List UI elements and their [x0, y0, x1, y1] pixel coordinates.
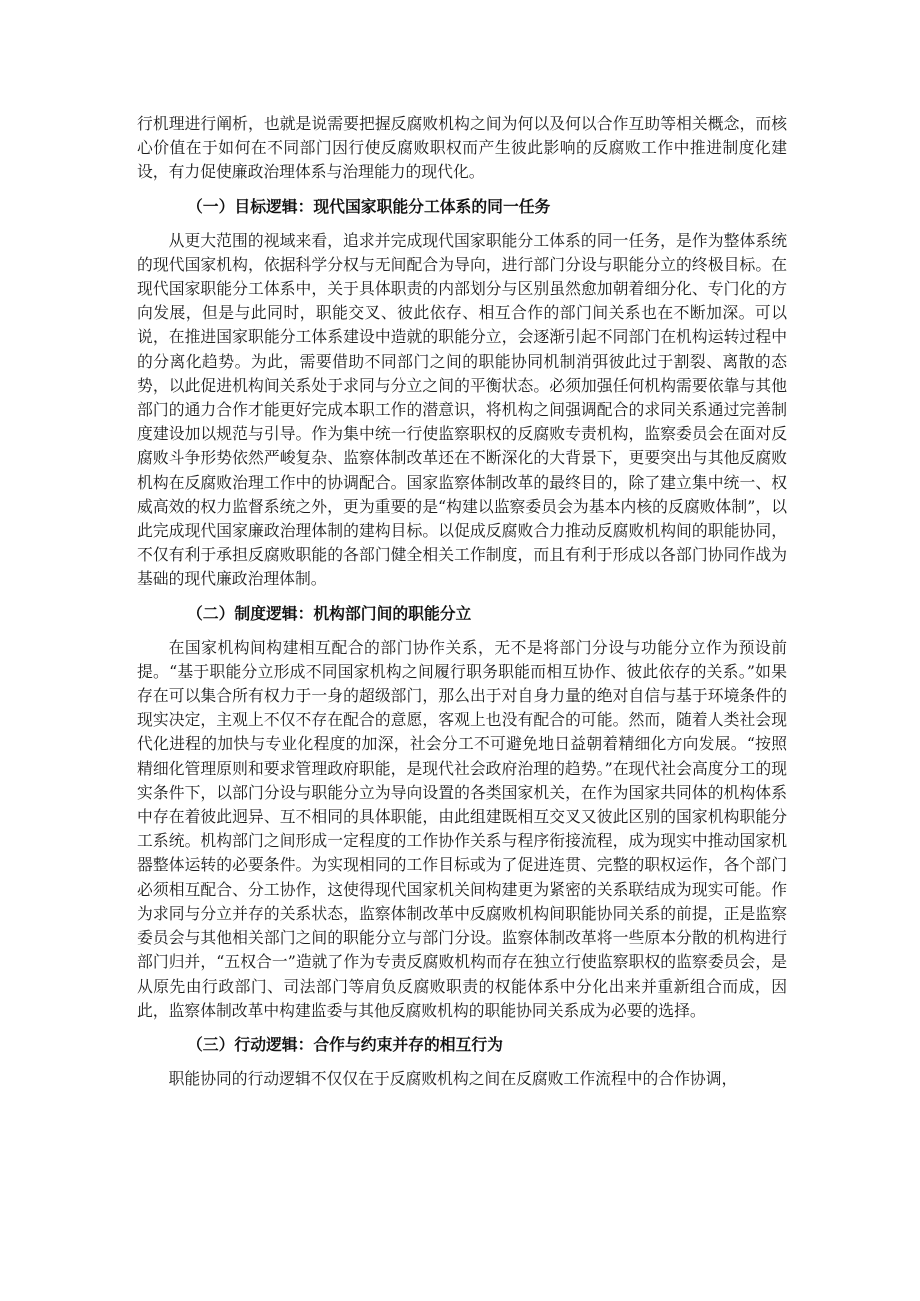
paragraph-intro-continuation: 行机理进行阐析，也就是说需要把握反腐败机构之间为何以及何以合作互助等相关概念，而核心价值在于如何在不同部门因行使反腐败职权而产生彼此影响的反腐败工作中推进制度化建设，有力促使廉政治理体系与治理能力的现代化。: [137, 114, 787, 182]
section-heading-goal-logic: （一）目标逻辑：现代国家职能分工体系的同一任务: [187, 196, 551, 216]
document-page: [137, 112, 787, 1091]
section-heading-action-logic: （三）行动逻辑：合作与约束并存的相互行为: [187, 1034, 503, 1054]
paragraph-goal-logic: 从更大范围的视域来看，追求并完成现代国家职能分工体系的同一任务，是作为整体系统的现代国家机构，依据科学分权与无间配合为导向，进行部门分设与职能分立的终极目标。在现代国家职能分工体系中，关于具体职责的内部划分与区别虽然愈加朝着细分化、专门化的方向发展，但是与此同时，职能交叉、彼此依存、相互合作的部门间关系也在不断加深。可以说，在推进国家职能分工体系建设中造就的职能分立，会逐渐引起不同部门在机构运转过程中的分离化趋势。为此，需要借助不同部门之间的职能协同机制消弭彼此过于割裂、离散的态势，以此促进机构间关系处于求同与分立之间的平衡状态。必须加强任何机构需要依靠与其他部门的通力合作才能更好完成本职工作的潜意识，将机构之间强调配合的求同关系通过完善制度建设加以规范与引导。作为集中统一行使监察职权的反腐败专责机构，监察委员会在面对反腐败斗争形势依然严峻复杂、监察体制改革还在不断深化的大背景下，更要突出与其他反腐败机构在反腐败治理工作中的协调配合。国家监察体制改革的最终目的，除了建立集中统一、权威高效的权力监督系统之外，更为重要的是“构建以监察委员会为基本内核的反腐败体制”，以此完成现代国家廉政治理体制的建构目标。以促成反腐败合力推动反腐败机构间的职能协同，不仅有利于承担反腐败职能的各部门健全相关工作制度，而且有利于形成以各部门协同作战为基础的现代廉政治理体制。: [137, 230, 787, 589]
section-heading-institution-logic: （二）制度逻辑：机构部门间的职能分立: [187, 603, 472, 623]
paragraph-action-logic: 职能协同的行动逻辑不仅仅在于反腐败机构之间在反腐败工作流程中的合作协调，: [168, 1068, 738, 1088]
paragraph-institution-logic: 在国家机构间构建相互配合的部门协作关系，无不是将部门分设与功能分立作为预设前提。“基于职能分立形成不同国家机构之间履行职务职能而相互协作、彼此依存的关系。”如果存在可以集合所有权力于一身的超级部门，那么出于对自身力量的绝对自信与基于环境条件的现实决定，主观上不仅不存在配合的意愿，客观上也没有配合的可能。然而，随着人类社会现代化进程的加快与专业化程度的加深，社会分工不可避免地日益朝着精细化方向发展。“按照精细化管理原则和要求管理政府职能，是现代社会政府治理的趋势。”在现代社会高度分工的现实条件下，以部门分设与职能分立为导向设置的各类国家机关，在作为国家共同体的机构体系中存在着彼此迥异、互不相同的具体职能，由此组建既相互交叉又彼此区别的国家机构职能分工系统。机构部门之间形成一定程度的工作协作关系与程序衔接流程，成为现实中推动国家机器整体运转的必要条件。为实现相同的工作目标或为了促进连贯、完整的职权运作，各个部门必须相互配合、分工协作，这使得现代国家机关间构建更为紧密的关系联结成为现实可能。作为求同与分立并存的关系状态，监察体制改革中反腐败机构间职能协同关系的前提，正是监察委员会与其他相关部门之间的职能分立与部门分设。监察体制改革将一些原本分散的机构进行部门归并，“五权合一”造就了作为专责反腐败机构而存在独立行使监察职权的监察委员会，是从原先由行政部门、司法部门等肩负反腐败职责的权能体系中分化出来并重新组合而成，因此，监察体制改革中构建监委与其他反腐败机构的职能协同关系成为必要的选择。: [137, 637, 787, 1020]
